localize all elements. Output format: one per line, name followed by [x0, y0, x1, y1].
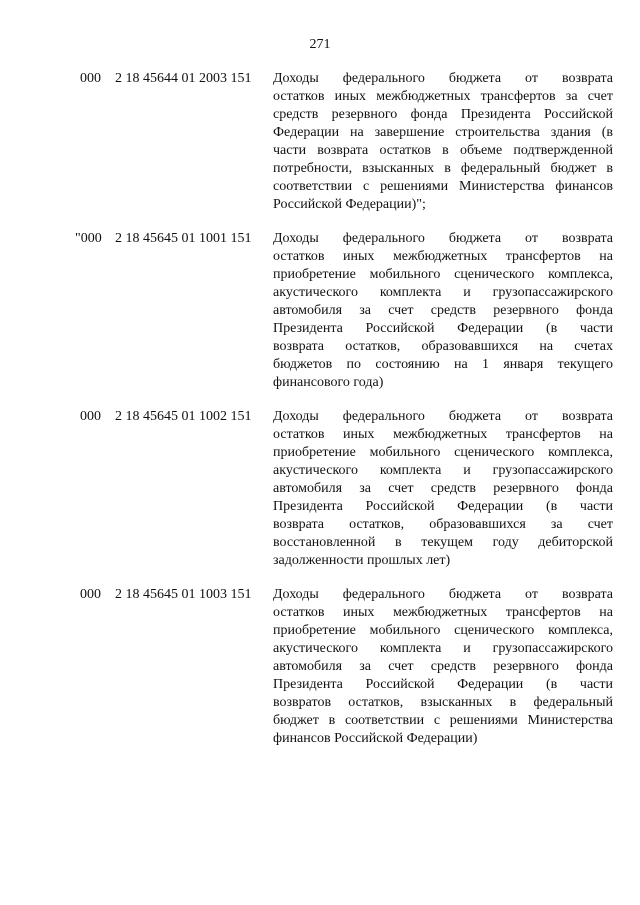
description-line: приобретение мобильного сценического комплекса,: [273, 267, 613, 282]
budget-code-entry: [0, 70, 640, 214]
description-line: Доходы федерального бюджета от возврата: [273, 587, 613, 602]
description-line: остатков иных межбюджетных трансфертов на: [273, 249, 613, 264]
description-line: остатков иных межбюджетных трансфертов на: [273, 605, 613, 620]
description-line: средств резервного фонда Президента Российской: [273, 107, 613, 122]
description-line: возврата остатков, образовавшихся за счет: [273, 517, 613, 532]
description-line: возврата остатков, образовавшихся на счетах: [273, 339, 613, 354]
description-line: Российской Федерации)";: [273, 197, 426, 212]
description-line: акустического комплекта и грузопассажирского: [273, 641, 613, 656]
description-line: приобретение мобильного сценического комплекса,: [273, 445, 613, 460]
description-line: Президента Российской Федерации (в части: [273, 499, 613, 514]
description-line: автомобиля за счет средств резервного фонда: [273, 659, 613, 674]
description-line: финансов Российской Федерации): [273, 731, 478, 746]
description-line: Президента Российской Федерации (в части: [273, 321, 613, 336]
description-line: бюджет в соответствии с решениями Министерства: [273, 713, 613, 728]
page-number: 271: [309, 37, 331, 52]
description-line: бюджетов по состоянию на 1 января текущего: [273, 357, 613, 372]
income-description: [273, 70, 613, 214]
description-line: Федерации на завершение строительства здания (в: [273, 125, 613, 140]
budget-classification-code: 2 18 45645 01 1001 151: [115, 231, 252, 246]
description-line: соответствии с решениями Министерства финансов: [273, 179, 613, 194]
admin-code: 000: [80, 71, 101, 86]
income-description: [273, 586, 613, 748]
description-line: Доходы федерального бюджета от возврата: [273, 71, 613, 86]
description-line: остатков иных межбюджетных трансфертов за счет: [273, 89, 613, 104]
description-line: потребности, взысканных в федеральный бюджет в: [273, 161, 613, 176]
budget-classification-code: 2 18 45645 01 1002 151: [115, 409, 252, 424]
description-line: восстановленной в текущем году дебиторской: [273, 535, 613, 550]
description-line: акустического комплекта и грузопассажирского: [273, 285, 613, 300]
description-line: автомобиля за счет средств резервного фонда: [273, 303, 613, 318]
description-line: Доходы федерального бюджета от возврата: [273, 231, 613, 246]
description-line: приобретение мобильного сценического комплекса,: [273, 623, 613, 638]
budget-code-table: [0, 70, 640, 764]
income-description: [273, 230, 613, 392]
description-line: финансового года): [273, 375, 384, 390]
description-line: задолженности прошлых лет): [273, 553, 451, 568]
budget-classification-code: 2 18 45644 01 2003 151: [115, 71, 252, 86]
budget-code-entry: [0, 586, 640, 748]
description-line: остатков иных межбюджетных трансфертов на: [273, 427, 613, 442]
admin-code: 000: [80, 587, 101, 602]
description-line: автомобиля за счет средств резервного фонда: [273, 481, 613, 496]
income-description: [273, 408, 613, 570]
budget-code-entry: [0, 408, 640, 570]
budget-classification-code: 2 18 45645 01 1003 151: [115, 587, 252, 602]
description-line: Доходы федерального бюджета от возврата: [273, 409, 613, 424]
budget-code-entry: [0, 230, 640, 392]
admin-code: "000: [75, 231, 102, 246]
description-line: части возврата остатков в объеме подтвержденной: [273, 143, 613, 158]
description-line: Президента Российской Федерации (в части: [273, 677, 613, 692]
description-line: возвратов остатков, взысканных в федеральный: [273, 695, 613, 710]
description-line: акустического комплекта и грузопассажирского: [273, 463, 613, 478]
admin-code: 000: [80, 409, 101, 424]
